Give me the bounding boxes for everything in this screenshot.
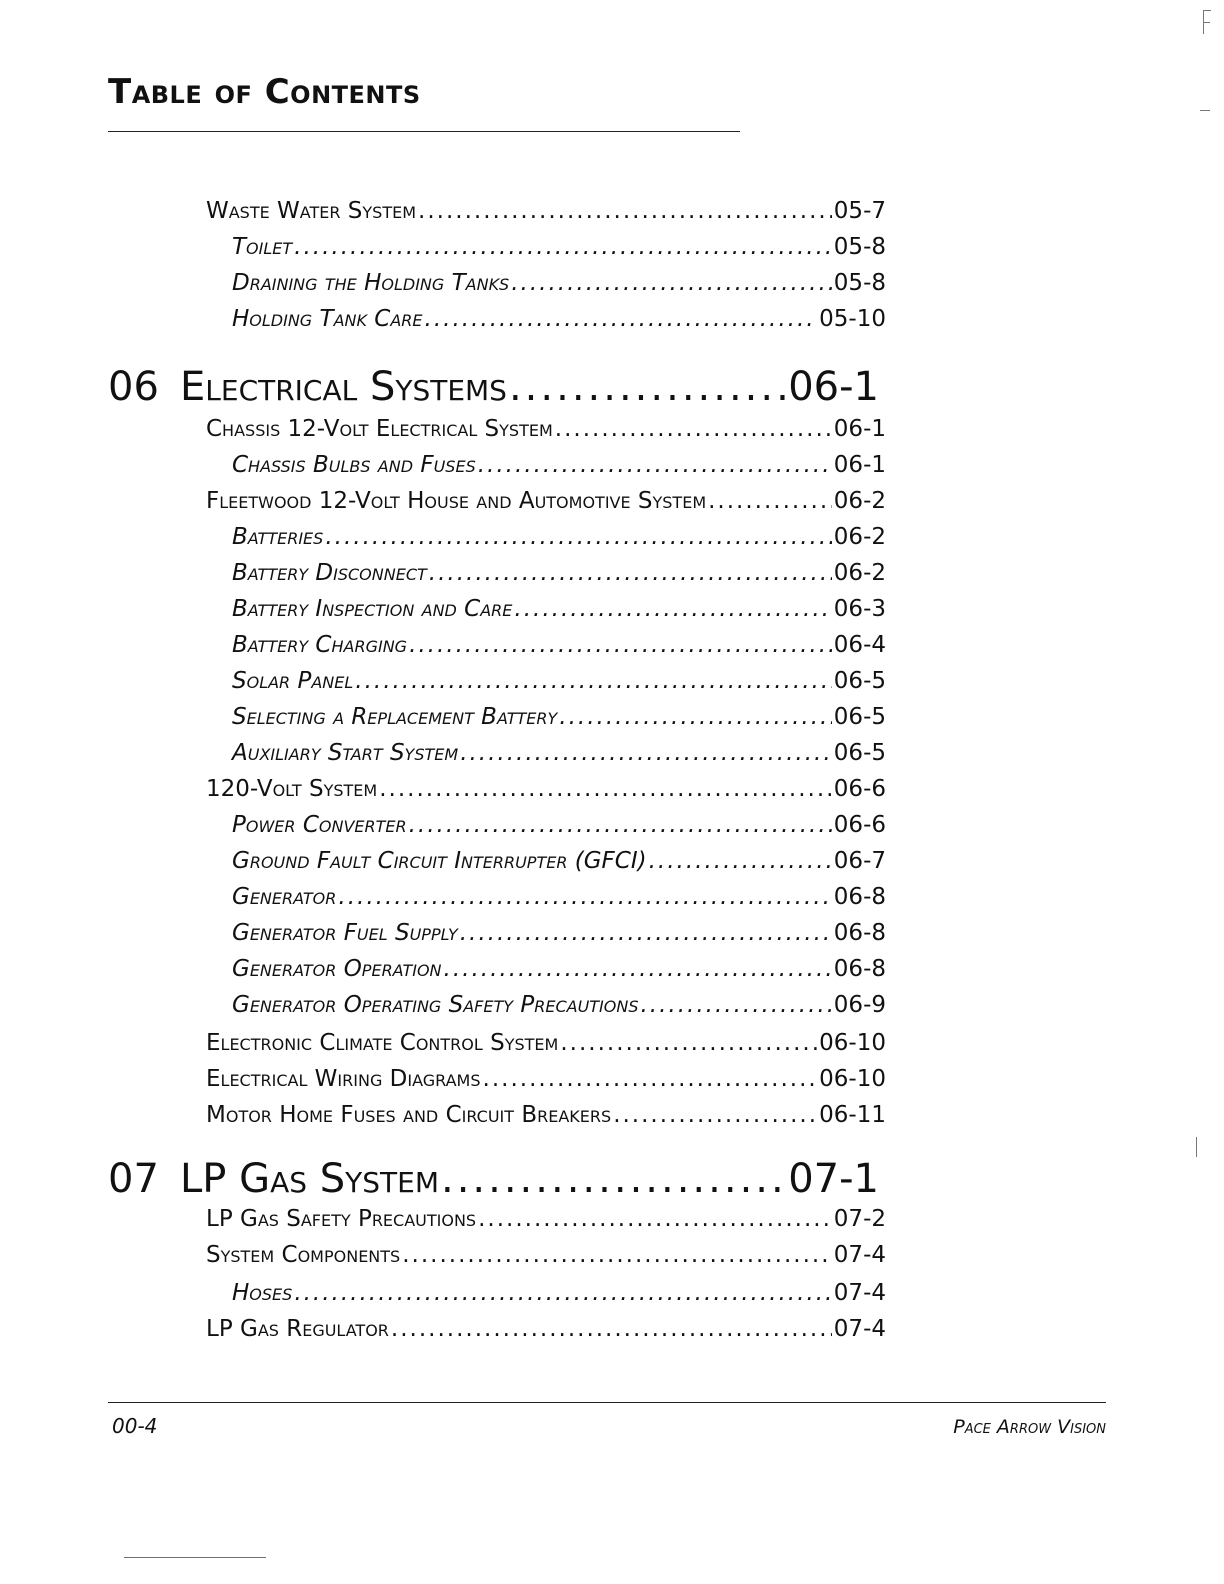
- toc-entry-label: Chassis Bulbs and Fuses: [232, 452, 476, 478]
- toc-entry-label: Electrical Wiring Diagrams: [206, 1066, 481, 1092]
- dot-leader: [460, 740, 832, 766]
- toc-entry-generator[interactable]: [232, 884, 886, 914]
- chapter-number: 06: [108, 364, 159, 410]
- chapter-label: LP Gas System: [180, 1156, 439, 1202]
- dot-leader: [294, 1280, 831, 1306]
- toc-entry-generator-operation[interactable]: [232, 956, 886, 986]
- toc-entry-label: LP Gas Safety Precautions: [206, 1206, 477, 1232]
- toc-entry-page: 07-4: [833, 1280, 886, 1306]
- footer-divider: [108, 1402, 1106, 1403]
- toc-entry-fuses-breakers[interactable]: [206, 1102, 886, 1132]
- scan-artifact: [1200, 110, 1210, 111]
- chapter-label: Electrical Systems: [180, 364, 507, 410]
- page-title: Table of Contents: [108, 72, 421, 112]
- toc-entry-replacement-battery[interactable]: [232, 704, 886, 734]
- toc-entry-120-volt-system[interactable]: [206, 776, 886, 806]
- toc-entry-label: 120-Volt System: [206, 776, 378, 802]
- toc-entry-page: 05-8: [833, 234, 886, 260]
- toc-entry-gfci[interactable]: [232, 848, 886, 878]
- toc-entry-battery-disconnect[interactable]: [232, 560, 886, 590]
- toc-entry-label: Holding Tank Care: [232, 306, 423, 332]
- toc-entry-label: Electronic Climate Control System: [206, 1030, 559, 1056]
- toc-entry-battery-charging[interactable]: [232, 632, 886, 662]
- toc-entry-label: Generator: [232, 884, 337, 910]
- dot-leader: [294, 234, 832, 260]
- dot-leader: [511, 270, 832, 296]
- toc-entry-toilet[interactable]: [232, 234, 886, 264]
- toc-entry-page: 06-9: [833, 992, 886, 1018]
- toc-entry-page: 06-5: [833, 740, 886, 766]
- dot-leader: [649, 848, 832, 874]
- toc-entry-climate-control[interactable]: [206, 1030, 886, 1060]
- toc-entry-fleetwood-12-volt[interactable]: [206, 488, 886, 518]
- toc-entry-page: 06-10: [819, 1030, 886, 1056]
- toc-entry-label: Ground Fault Circuit Interrupter (GFCI): [232, 848, 647, 874]
- dot-leader: [355, 668, 832, 694]
- toc-entry-label: Generator Operation: [232, 956, 442, 982]
- toc-entry-label: Motor Home Fuses and Circuit Breakers: [206, 1102, 612, 1128]
- toc-entry-system-components[interactable]: [206, 1242, 886, 1272]
- toc-entry-label: LP Gas Regulator: [206, 1316, 389, 1342]
- toc-entry-label: Battery Inspection and Care: [232, 596, 513, 622]
- toc-entry-label: Chassis 12-Volt Electrical System: [206, 416, 553, 442]
- toc-entry-page: 06-2: [833, 524, 886, 550]
- toc-entry-label: Selecting a Replacement Battery: [232, 704, 558, 730]
- dot-leader: [429, 560, 832, 586]
- toc-entry-draining-holding-tanks[interactable]: [232, 270, 886, 300]
- toc-entry-label: System Components: [206, 1242, 401, 1268]
- scan-artifact-line: [124, 1557, 266, 1558]
- dot-leader: [425, 306, 818, 332]
- footer-manual-name: Pace Arrow Vision: [953, 1416, 1106, 1438]
- toc-entry-page: 06-5: [833, 704, 886, 730]
- toc-entry-page: 06-8: [833, 920, 886, 946]
- toc-entry-label: Hoses: [232, 1280, 293, 1306]
- dot-leader: [325, 524, 831, 550]
- chapter-number: 07: [108, 1156, 159, 1202]
- toc-chapter-electrical-systems[interactable]: [108, 364, 879, 414]
- toc-entry-label: Batteries: [232, 524, 324, 550]
- chapter-page: 06-1: [788, 364, 879, 410]
- toc-entry-wiring-diagrams[interactable]: [206, 1066, 886, 1096]
- toc-entry-page: 05-8: [833, 270, 886, 296]
- toc-entry-page: 06-7: [833, 848, 886, 874]
- toc-entry-label: Draining the Holding Tanks: [232, 270, 510, 296]
- dot-leader: [409, 812, 832, 838]
- toc-entry-label: Solar Panel: [232, 668, 354, 694]
- toc-entry-holding-tank-care[interactable]: [232, 306, 886, 336]
- scan-artifact: [1196, 1137, 1197, 1157]
- toc-entry-chassis-12-volt[interactable]: [206, 416, 886, 446]
- toc-entry-page: 06-1: [833, 416, 886, 442]
- toc-entry-page: 06-1: [833, 452, 886, 478]
- toc-entry-page: 06-4: [833, 632, 886, 658]
- toc-entry-page: 07-2: [833, 1206, 886, 1232]
- toc-entry-label: Generator Operating Safety Precautions: [232, 992, 639, 1018]
- toc-entry-lp-safety[interactable]: [206, 1206, 886, 1236]
- dot-leader: [402, 1242, 832, 1268]
- toc-entry-auxiliary-start[interactable]: [232, 740, 886, 770]
- dot-leader: [483, 1066, 818, 1092]
- toc-entry-page: 06-2: [833, 488, 886, 514]
- toc-entry-label: Auxiliary Start System: [232, 740, 459, 766]
- toc-entry-page: 05-7: [833, 198, 886, 224]
- dot-leader: [514, 596, 831, 622]
- dot-leader: [613, 1102, 817, 1128]
- dot-leader: [509, 364, 786, 410]
- toc-entry-page: 06-8: [833, 956, 886, 982]
- dot-leader: [379, 776, 832, 802]
- footer-page-number: 00-4: [112, 1414, 158, 1438]
- toc-entry-generator-safety[interactable]: [232, 992, 886, 1022]
- scan-artifact: [1203, 10, 1211, 11]
- dot-leader: [444, 956, 832, 982]
- dot-leader: [478, 452, 832, 478]
- toc-entry-page: 06-6: [833, 776, 886, 802]
- dot-leader: [409, 632, 832, 658]
- dot-leader: [641, 992, 832, 1018]
- dot-leader: [555, 416, 832, 442]
- toc-entry-batteries[interactable]: [232, 524, 886, 554]
- toc-entry-page: 05-10: [819, 306, 886, 332]
- toc-entry-lp-regulator[interactable]: [206, 1316, 886, 1346]
- toc-entry-label: Power Converter: [232, 812, 407, 838]
- scan-artifact: [1203, 22, 1210, 23]
- toc-entry-page: 07-4: [833, 1242, 886, 1268]
- toc-entry-chassis-bulbs-fuses[interactable]: [232, 452, 886, 482]
- toc-entry-generator-fuel-supply[interactable]: [232, 920, 886, 950]
- toc-entry-label: Fleetwood 12-Volt House and Automotive System: [206, 488, 707, 514]
- toc-entry-hoses[interactable]: [232, 1280, 886, 1310]
- toc-entry-page: 06-11: [819, 1102, 886, 1128]
- toc-entry-power-converter[interactable]: [232, 812, 886, 842]
- dot-leader: [441, 1156, 786, 1202]
- toc-entry-label: Toilet: [232, 234, 293, 260]
- toc-entry-page: 06-5: [833, 668, 886, 694]
- dot-leader: [338, 884, 831, 910]
- dot-leader: [460, 920, 832, 946]
- dot-leader: [478, 1206, 832, 1232]
- dot-leader: [418, 198, 832, 224]
- toc-entry-solar-panel[interactable]: [232, 668, 886, 698]
- dot-leader: [391, 1316, 832, 1342]
- toc-entry-battery-inspection[interactable]: [232, 596, 886, 626]
- toc-entry-label: Battery Charging: [232, 632, 408, 658]
- toc-entry-page: 07-4: [833, 1316, 886, 1342]
- dot-leader: [559, 704, 832, 730]
- dot-leader: [708, 488, 832, 514]
- toc-entry-label: Waste Water System: [206, 198, 417, 224]
- toc-entry-page: 06-6: [833, 812, 886, 838]
- dot-leader: [560, 1030, 817, 1056]
- toc-entry-page: 06-3: [833, 596, 886, 622]
- toc-entry-page: 06-2: [833, 560, 886, 586]
- chapter-page: 07-1: [788, 1156, 879, 1202]
- toc-entry-page: 06-8: [833, 884, 886, 910]
- toc-entry-waste-water-system[interactable]: [206, 198, 886, 228]
- toc-entry-label: Generator Fuel Supply: [232, 920, 458, 946]
- toc-entry-page: 06-10: [819, 1066, 886, 1092]
- toc-chapter-lp-gas-system[interactable]: [108, 1156, 879, 1206]
- toc-entry-label: Battery Disconnect: [232, 560, 427, 586]
